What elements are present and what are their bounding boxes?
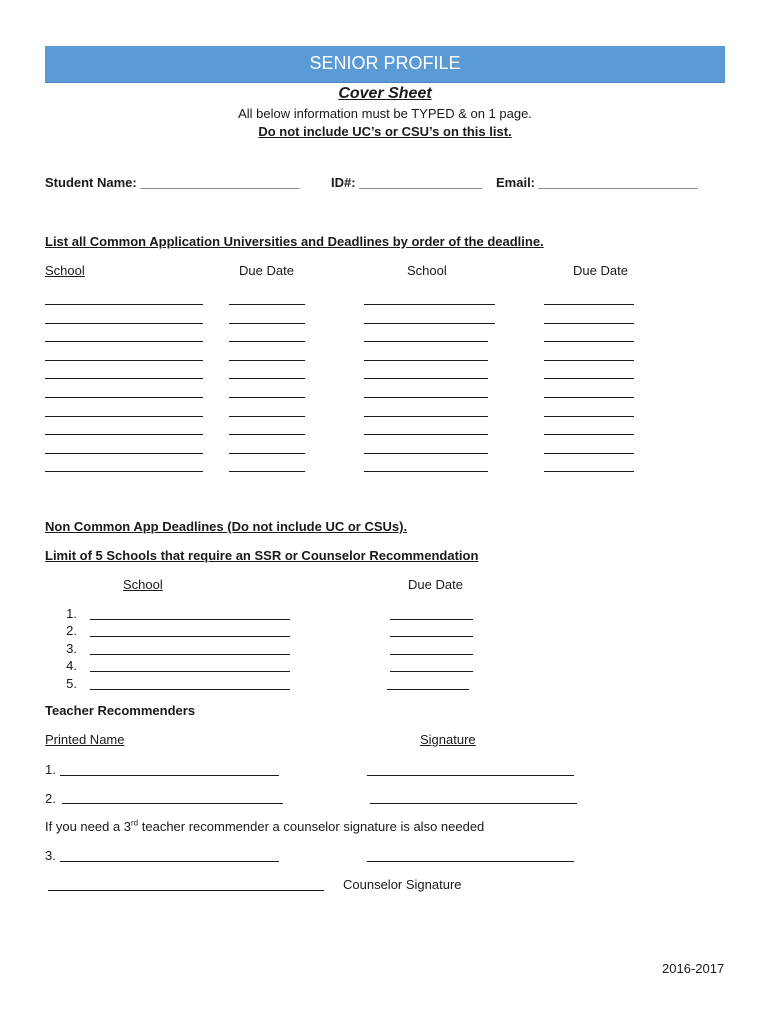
common-school-line-a[interactable]: [45, 378, 203, 379]
teacher-heading: Teacher Recommenders: [45, 703, 196, 718]
printed-name-header: Printed Name: [45, 732, 125, 747]
common-due-line-a[interactable]: [229, 397, 305, 398]
common-due-line-b[interactable]: [544, 360, 634, 361]
typed-instruction: All below information must be TYPED & on 1 page.: [238, 106, 532, 121]
teacher-3-name-line[interactable]: [60, 861, 279, 862]
common-due-line-b[interactable]: [544, 453, 634, 454]
teacher-1-signature-line[interactable]: [367, 775, 574, 776]
student-id-field[interactable]: ID#: _________________: [331, 175, 483, 190]
common-school-line-b[interactable]: [364, 378, 488, 379]
third-note-post: teacher recommender a counselor signature is also needed: [138, 819, 485, 834]
common-due-line-b[interactable]: [544, 471, 634, 472]
non-common-due-line[interactable]: [387, 689, 469, 690]
common-due-line-b[interactable]: [544, 341, 634, 342]
non-common-due-header: Due Date: [408, 577, 463, 592]
non-common-number: 2.: [66, 623, 77, 639]
school-year: 2016-2017: [662, 961, 725, 976]
teacher-1-name-line[interactable]: [60, 775, 279, 776]
common-school-line-a[interactable]: [45, 434, 203, 435]
common-due-header-1: Due Date: [239, 263, 294, 278]
common-school-line-b[interactable]: [364, 304, 495, 305]
page-title: SENIOR PROFILE: [309, 53, 461, 73]
non-common-due-line[interactable]: [390, 671, 473, 672]
counselor-signature-label: Counselor Signature: [343, 877, 462, 892]
common-school-line-b[interactable]: [364, 360, 488, 361]
common-school-header-2: School: [407, 263, 447, 278]
common-school-line-a[interactable]: [45, 360, 203, 361]
third-note-pre: If you need a 3: [45, 819, 132, 834]
common-school-line-b[interactable]: [364, 416, 488, 417]
common-due-line-a[interactable]: [229, 434, 305, 435]
teacher-2-number: 2.: [45, 791, 56, 806]
non-common-school-line[interactable]: [90, 689, 290, 690]
common-school-line-a[interactable]: [45, 397, 203, 398]
common-school-line-a[interactable]: [45, 416, 203, 417]
third-note-sup: rd: [131, 818, 139, 828]
common-school-line-b[interactable]: [364, 453, 488, 454]
common-school-line-b[interactable]: [364, 323, 495, 324]
common-due-line-a[interactable]: [229, 378, 305, 379]
common-due-line-b[interactable]: [544, 304, 634, 305]
title-banner: [45, 46, 725, 83]
non-common-school-line[interactable]: [90, 636, 290, 637]
student-email-field[interactable]: Email: ______________________: [496, 175, 698, 190]
third-recommender-note: [45, 819, 484, 834]
common-school-line-b[interactable]: [364, 434, 488, 435]
common-due-line-b[interactable]: [544, 434, 634, 435]
common-school-line-a[interactable]: [45, 453, 203, 454]
counselor-signature-line[interactable]: [48, 890, 324, 891]
non-common-number: 1.: [66, 606, 77, 621]
non-common-number: 3.: [66, 640, 77, 656]
common-due-line-a[interactable]: [229, 360, 305, 361]
non-common-number: 4.: [66, 658, 77, 674]
common-app-heading: List all Common Application Universities and Deadlines by order of the deadline.: [45, 234, 544, 249]
common-due-line-b[interactable]: [544, 397, 634, 398]
cover-sheet-subtitle: Cover Sheet: [338, 85, 432, 102]
common-due-line-b[interactable]: [544, 416, 634, 417]
common-due-line-a[interactable]: [229, 471, 305, 472]
teacher-3-number: 3.: [45, 848, 56, 863]
common-school-line-b[interactable]: [364, 397, 488, 398]
non-common-school-line[interactable]: [90, 619, 290, 620]
common-due-line-b[interactable]: [544, 323, 634, 324]
teacher-3-signature-line[interactable]: [367, 861, 574, 862]
common-due-header-2: Due Date: [573, 263, 628, 278]
teacher-1-number: 1.: [45, 762, 56, 777]
non-common-heading: Non Common App Deadlines (Do not include UC or CSUs).: [45, 519, 408, 534]
non-common-due-line[interactable]: [390, 619, 473, 620]
common-due-line-a[interactable]: [229, 416, 305, 417]
non-common-due-line[interactable]: [390, 636, 473, 637]
common-due-line-a[interactable]: [229, 304, 305, 305]
non-common-school-line[interactable]: [90, 671, 290, 672]
exclusion-note: Do not include UC’s or CSU’s on this list.: [258, 124, 512, 139]
teacher-2-name-line[interactable]: [62, 803, 283, 804]
common-school-line-b[interactable]: [364, 341, 488, 342]
signature-header: Signature: [420, 732, 476, 747]
common-due-line-b[interactable]: [544, 378, 634, 379]
student-name-field[interactable]: Student Name: ______________________: [45, 175, 300, 190]
common-school-line-a[interactable]: [45, 304, 203, 305]
common-due-line-a[interactable]: [229, 341, 305, 342]
non-common-due-line[interactable]: [390, 654, 473, 655]
common-due-line-a[interactable]: [229, 323, 305, 324]
teacher-2-signature-line[interactable]: [370, 803, 577, 804]
non-common-school-line[interactable]: [90, 654, 290, 655]
non-common-subheading: Limit of 5 Schools that require an SSR or Counselor Recommendation: [45, 548, 479, 563]
common-school-header-1: School: [45, 263, 85, 278]
common-school-line-a[interactable]: [45, 341, 203, 342]
common-school-line-b[interactable]: [364, 471, 488, 472]
non-common-number: 5.: [66, 675, 77, 691]
common-school-line-a[interactable]: [45, 471, 203, 472]
common-school-line-a[interactable]: [45, 323, 203, 324]
common-due-line-a[interactable]: [229, 453, 305, 454]
non-common-school-header: School: [123, 577, 163, 592]
